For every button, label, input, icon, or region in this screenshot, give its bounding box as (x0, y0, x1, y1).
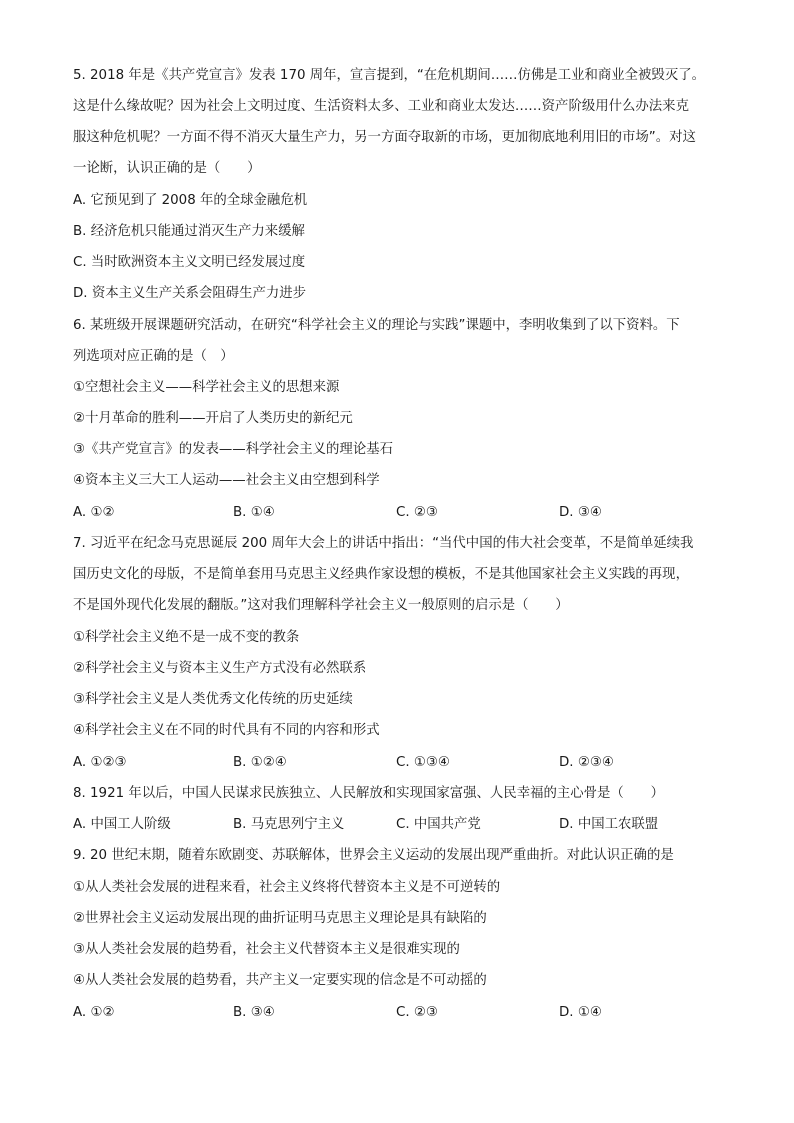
q5-option-d: D. 资本主义生产关系会阻碍生产力进步 (73, 286, 307, 301)
q9-item-2: ②世界社会主义运动发展出现的曲折证明马克思主义理论是具有缺陷的 (73, 911, 487, 926)
q7-choice-d: D. ②③④ (559, 755, 614, 770)
q9-choice-b: B. ③④ (233, 1005, 275, 1020)
q7-item-4: ④科学社会主义在不同的时代具有不同的内容和形式 (73, 723, 380, 738)
q5-stem-line-1: 5. 2018 年是《共产党宣言》发表 170 周年，宣言提到，“在危机期间……仿佛是工业和商业全被毁灭了。 (73, 68, 705, 83)
q6-choice-b: B. ①④ (233, 505, 275, 520)
q9-choice-c: C. ②③ (396, 1005, 438, 1020)
q8-stem: 8. 1921 年以后，中国人民谋求民族独立、人民解放和实现国家富强、人民幸福的主心骨是（ ） (73, 786, 664, 801)
q7-choice-c: C. ①③④ (396, 755, 450, 770)
q9-choice-a: A. ①② (73, 1005, 115, 1020)
q6-stem-line-1: 6. 某班级开展课题研究活动，在研究“科学社会主义的理论与实践”课题中，李明收集到了以下资料。下 (73, 318, 680, 333)
q6-stem-line-2: 列选项对应正确的是（ ） (73, 349, 234, 364)
q9-stem: 9. 20 世纪末期，随着东欧剧变、苏联解体，世界会主义运动的发展出现严重曲折。对此认识正确的是 (73, 848, 674, 863)
q5-stem-line-4: 一论断，认识正确的是（ ） (73, 161, 261, 176)
q9-item-1: ①从人类社会发展的进程来看，社会主义终将代替资本主义是不可逆转的 (73, 880, 501, 895)
q7-stem-line-2: 国历史文化的母版，不是简单套用马克思主义经典作家设想的模板，不是其他国家社会主义实践的再现， (73, 567, 689, 582)
q5-stem-line-2: 这是什么缘故呢？因为社会上文明过度、生活资料太多、工业和商业太发达……资产阶级用什么办法来克 (73, 99, 689, 114)
q8-choice-d: D. 中国工农联盟 (559, 817, 659, 832)
q8-choice-b: B. 马克思列宁主义 (233, 817, 345, 832)
q6-item-4: ④资本主义三大工人运动——社会主义由空想到科学 (73, 473, 380, 488)
q6-item-2: ②十月革命的胜利——开启了人类历史的新纪元 (73, 411, 353, 426)
q7-item-3: ③科学社会主义是人类优秀文化传统的历史延续 (73, 692, 353, 707)
q6-item-3: ③《共产党宣言》的发表——科学社会主义的理论基石 (73, 442, 393, 457)
q9-item-4: ④从人类社会发展的趋势看，共产主义一定要实现的信念是不可动摇的 (73, 973, 487, 988)
q8-choice-c: C. 中国共产党 (396, 817, 481, 832)
q5-option-a: A. 它预见到了 2008 年的全球金融危机 (73, 193, 308, 208)
q5-stem-line-3: 服这种危机呢？一方面不得不消灭大量生产力，另一方面夺取新的市场，更加彻底地利用旧的市场”。对这 (73, 130, 696, 145)
q7-stem-line-1: 7. 习近平在纪念马克思诞辰 200 周年大会上的讲话中指出：“当代中国的伟大社会变革，不是简单延续我 (73, 536, 694, 551)
q7-item-1: ①科学社会主义绝不是一成不变的教条 (73, 630, 300, 645)
q6-item-1: ①空想社会主义——科学社会主义的思想来源 (73, 380, 340, 395)
q7-choice-b: B. ①②④ (233, 755, 287, 770)
q9-item-3: ③从人类社会发展的趋势看，社会主义代替资本主义是很难实现的 (73, 942, 460, 957)
q6-choice-a: A. ①② (73, 505, 115, 520)
q7-stem-line-3: 不是国外现代化发展的翻版。”这对我们理解科学社会主义一般原则的启示是（ ） (73, 598, 569, 613)
q5-option-c: C. 当时欧洲资本主义文明已经发展过度 (73, 255, 306, 270)
q8-choice-a: A. 中国工人阶级 (73, 817, 171, 832)
q6-choice-c: C. ②③ (396, 505, 438, 520)
q7-choice-a: A. ①②③ (73, 755, 127, 770)
q7-item-2: ②科学社会主义与资本主义生产方式没有必然联系 (73, 661, 367, 676)
q6-choice-d: D. ③④ (559, 505, 602, 520)
q5-option-b: B. 经济危机只能通过消灭生产力来缓解 (73, 224, 305, 239)
q9-choice-d: D. ①④ (559, 1005, 602, 1020)
